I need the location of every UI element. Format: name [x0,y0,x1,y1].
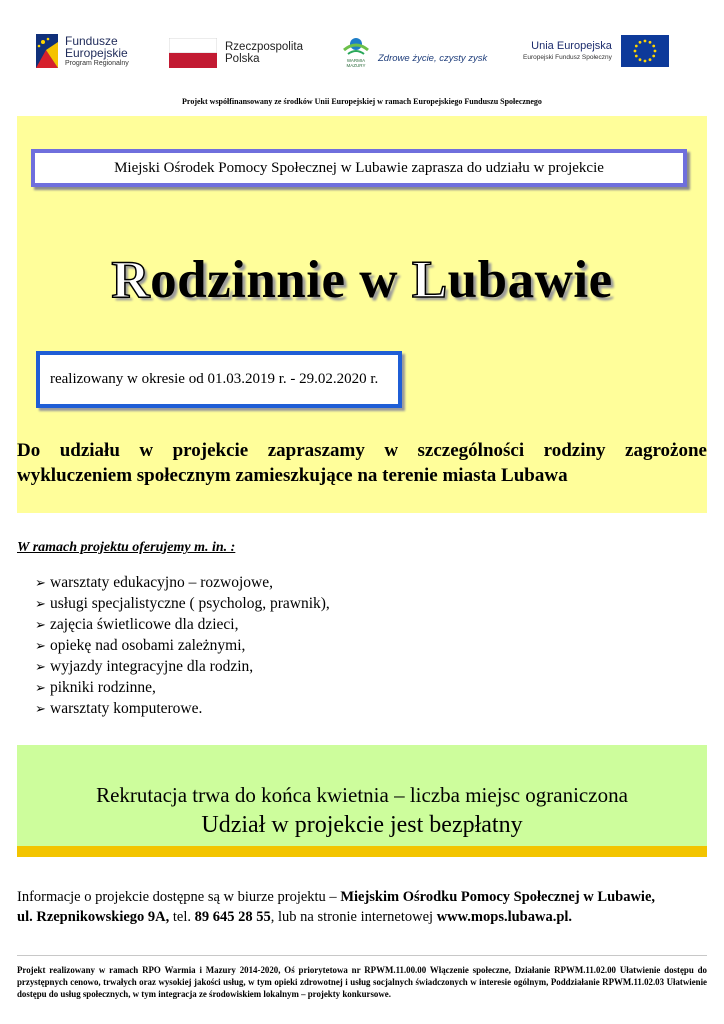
arrow-bullet-icon: ➢ [35,638,46,653]
list-item [35,593,330,614]
office-name: Miejskim Ośrodku Pomocy Społecznej w Lubawie, [340,889,656,905]
arrow-bullet-icon: ➢ [35,596,46,611]
list-item-label: warsztaty komputerowe. [50,700,203,717]
warmia-slogan: Zdrowe życie, czysty zysk [378,52,488,64]
period-box [36,351,402,408]
list-item-label: opiekę nad osobami zależnymi, [50,637,246,654]
list-item [35,614,330,635]
list-item [35,635,330,656]
fundusze-line3: Program Regionalny [65,59,129,67]
footer-note: Projekt realizowany w ramach RPO Warmia i Mazury 2014-2020, Oś priorytetowa nr RPWM.11.00.00 Włączenie społeczne, Działanie RPWM.11.02.00 Ułatwienie dostępu do przystępnych cenowo, trwałych oraz wysokiej jakości usług, w tym opieki zdrowotnej i usług socjalnych świadczonych w interesie ogólnym, Poddziałanie RPWM.11.02.03 Ułatwienie dostępu do usług społecznych, w tym integracja ze środowiskiem lokalnym – projekty konkursowe. [17,965,707,999]
fundusze-europejskie-logo [34,32,129,70]
warmia-mazury-logo [340,34,487,68]
eu-flag-icon [621,35,669,67]
list-item-label: warsztaty edukacyjno – rozwojowe, [50,574,273,591]
list-item-label: pikniki rodzinne, [50,679,156,696]
list-item [35,677,330,698]
offer-list [35,572,330,719]
fundusze-line1: Fundusze [65,33,118,48]
offers-heading: W ramach projektu oferujemy m. in. : [17,540,236,555]
title-initial-r: R [111,251,151,309]
list-item-label: usługi specjalistyczne ( psycholog, prawnik), [50,595,330,612]
ue-line2: Europejski Fundusz Społeczny [523,54,612,61]
arrow-bullet-icon: ➢ [35,680,46,695]
rp-line2: Polska [225,53,260,65]
banner-accent-bar [17,846,707,857]
list-item [35,656,330,677]
warmia-mazury-logo-icon [340,34,372,58]
title-part2: ubawie [447,251,613,309]
info-text-3: , lub na stronie internetowej [270,909,437,925]
cofinancing-note: Projekt współfinansowany ze środków Unii Europejskiej w ramach Europejskiego Funduszu Społecznego [182,97,542,106]
arrow-bullet-icon: ➢ [35,617,46,632]
arrow-bullet-icon: ➢ [35,701,46,716]
website-link[interactable]: www.mops.lubawa.pl. [436,909,573,925]
unia-europejska-logo [523,35,669,67]
arrow-bullet-icon: ➢ [35,659,46,674]
title-initial-l: L [411,251,448,309]
title-part1: odzinnie w [150,251,412,309]
office-address: ul. Rzepnikowskiego 9A, [17,909,170,925]
rzeczpospolita-logo [169,38,303,68]
free-participation-text: Udział w projekcie jest bezpłatny [201,812,523,838]
rp-line1: Rzeczpospolita [225,41,303,53]
list-item-label: zajęcia świetlicowe dla dzieci, [50,616,239,633]
period-text: realizowany w okresie od 01.03.2019 r. - 29.02.2020 r. [50,371,379,387]
list-item [35,698,330,719]
contact-info [17,887,707,927]
fundusze-line2: Europejskie [65,45,128,60]
arrow-bullet-icon: ➢ [35,575,46,590]
info-text-2: tel. [169,909,195,925]
ue-line1: Unia Europejska [531,40,612,52]
recruitment-text: Rekrutacja trwa do końca kwietnia – liczba miejsc ograniczona [96,783,628,807]
polish-flag-icon [169,38,217,68]
footer-divider [17,955,707,956]
info-text-1: Informacje o projekcie dostępne są w biurze projektu – [17,889,341,905]
phone-number: 89 645 28 55 [194,909,271,925]
invite-box [31,149,687,187]
invite-text: Miejski Ośrodek Pomocy Społecznej w Lubawie zaprasza do udziału w projekcie [114,159,604,176]
list-item-label: wyjazdy integracyjne dla rodzin, [50,658,254,675]
intro-text: Do udziału w projekcie zapraszamy w szczególności rodziny zagrożone wykluczeniem społecznym zamieszkujące na terenie miasta Lubawa [17,440,707,486]
list-item [35,572,330,593]
fundusze-europejskie-logo-icon [34,32,60,70]
page-title [17,250,707,310]
warmia-mark: WARMIA MAZURY [346,58,366,68]
